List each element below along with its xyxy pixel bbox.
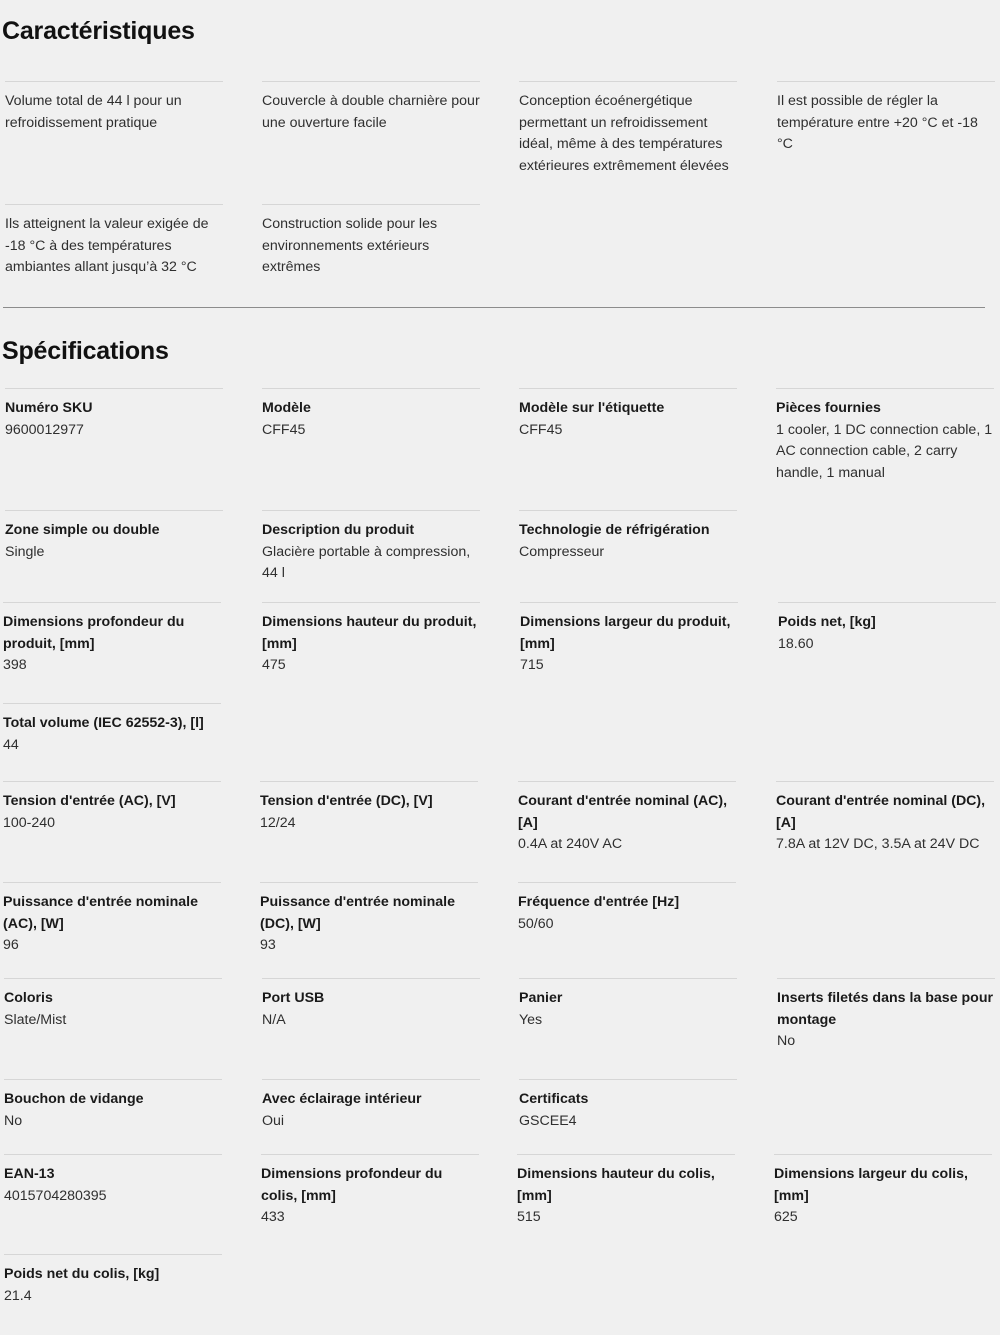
spec-value: 18.60 [778, 635, 814, 652]
spec-value: 93 [260, 937, 276, 953]
spec-value: 100-240 [3, 814, 56, 831]
spec-item [5, 510, 223, 563]
spec-item [519, 1079, 737, 1132]
spec-label: Courant d'entrée nominal (AC), [A] [518, 793, 728, 831]
spec-label: Panier [519, 990, 563, 1006]
spec-value: Single [5, 543, 45, 560]
spec-label: Dimensions largeur du colis, [mm] [774, 1166, 968, 1204]
spec-label: EAN-13 [4, 1166, 55, 1182]
spec-item [4, 1154, 222, 1207]
spec-value: 9600012977 [5, 421, 84, 438]
spec-item [518, 882, 736, 935]
spec-value: Slate/Mist [4, 1011, 67, 1028]
spec-item [519, 978, 737, 1031]
characteristic-item [5, 204, 223, 279]
spec-label: Description du produit [262, 522, 415, 538]
spec-value: Compresseur [519, 543, 605, 560]
spec-item [261, 1154, 479, 1229]
spec-value: 715 [520, 657, 544, 673]
spec-value: 50/60 [518, 915, 554, 932]
characteristic-text: Couvercle à double charnière pour une ouverture facile [262, 93, 480, 131]
spec-value: CFF45 [262, 421, 306, 438]
characteristic-text: Ils atteignent la valeur exigée de -18 °C à des températures ambiantes allant jusqu’à 32 °C [5, 216, 209, 275]
spec-label: Certificats [519, 1091, 589, 1107]
spec-label: Total volume (IEC 62552-3), [l] [3, 715, 204, 731]
spec-value: 44 [3, 736, 19, 753]
spec-item [518, 781, 736, 856]
spec-item [778, 602, 996, 655]
spec-value: Glacière portable à compression, 44 l [262, 543, 471, 581]
spec-label: Tension d'entrée (AC), [V] [3, 793, 176, 809]
spec-label: Bouchon de vidange [4, 1091, 144, 1107]
spec-item [3, 703, 221, 756]
spec-label: Technologie de réfrigération [519, 522, 710, 538]
spec-value: 96 [3, 937, 19, 953]
spec-item [262, 978, 480, 1031]
spec-label: Dimensions profondeur du colis, [mm] [261, 1166, 443, 1204]
spec-item [774, 1154, 992, 1229]
spec-value: 0.4A at 240V AC [518, 836, 623, 852]
spec-label: Dimensions hauteur du produit, [mm] [262, 614, 477, 652]
spec-label: Puissance d'entrée nominale (AC), [W] [3, 894, 198, 932]
spec-value: 4015704280395 [4, 1187, 107, 1204]
spec-item [3, 602, 221, 677]
spec-value: 1 cooler, 1 DC connection cable, 1 AC connection cable, 2 carry handle, 1 manual [776, 421, 993, 481]
spec-item [519, 510, 737, 563]
spec-item [776, 781, 994, 856]
spec-value: 433 [261, 1209, 285, 1225]
characteristic-item [519, 81, 737, 177]
spec-label: Pièces fournies [776, 400, 881, 416]
spec-value: CFF45 [519, 421, 563, 438]
spec-label: Coloris [4, 990, 53, 1006]
spec-label: Avec éclairage intérieur [262, 1091, 422, 1107]
spec-value: No [777, 1033, 796, 1049]
spec-label: Dimensions hauteur du colis, [mm] [517, 1166, 715, 1204]
spec-item [262, 602, 480, 677]
spec-value: 7.8A at 12V DC, 3.5A at 24V DC [776, 836, 980, 852]
characteristic-text: Il est possible de régler la température entre +20 °C et -18 °C [777, 93, 978, 152]
spec-item [519, 388, 737, 441]
spec-label: Dimensions profondeur du produit, [mm] [3, 614, 185, 652]
spec-item [262, 388, 480, 441]
spec-label: Tension d'entrée (DC), [V] [260, 793, 433, 809]
characteristic-item [262, 81, 480, 134]
spec-label: Numéro SKU [5, 400, 93, 416]
spec-value: Oui [262, 1112, 285, 1129]
spec-item [262, 510, 480, 585]
specifications-title: Spécifications [2, 337, 169, 365]
characteristics-title: Caractéristiques [2, 17, 195, 45]
spec-item [4, 1254, 222, 1307]
spec-label: Poids net, [kg] [778, 614, 876, 630]
spec-label: Puissance d'entrée nominale (DC), [W] [260, 894, 455, 932]
spec-item [5, 388, 223, 441]
spec-item [3, 882, 221, 957]
spec-label: Fréquence d'entrée [Hz] [518, 894, 680, 910]
section-divider [3, 307, 985, 308]
spec-value: 625 [774, 1209, 798, 1225]
spec-value: 21.4 [4, 1287, 32, 1304]
spec-label: Poids net du colis, [kg] [4, 1266, 160, 1282]
spec-item [776, 388, 994, 484]
spec-item [262, 1079, 480, 1132]
spec-value: 398 [3, 657, 27, 673]
spec-label: Inserts filetés dans la base pour montage [777, 990, 994, 1028]
spec-label: Modèle sur l'étiquette [519, 400, 665, 416]
spec-value: 475 [262, 657, 286, 673]
characteristic-text: Volume total de 44 l pour un refroidissement pratique [5, 93, 182, 131]
spec-item [4, 978, 222, 1031]
characteristic-item [777, 81, 995, 156]
spec-item [260, 882, 478, 957]
characteristic-item [262, 204, 480, 279]
characteristic-text: Construction solide pour les environnements extérieurs extrêmes [262, 216, 438, 275]
spec-label: Courant d'entrée nominal (DC), [A] [776, 793, 986, 831]
spec-item [520, 602, 738, 677]
spec-value: 12/24 [260, 814, 296, 831]
spec-label: Modèle [262, 400, 311, 416]
characteristic-text: Conception écoénergétique permettant un refroidissement idéal, même à des températures extérieures extrêmement élevées [519, 93, 729, 174]
spec-item [3, 781, 221, 834]
spec-value: GSCEE4 [519, 1112, 577, 1129]
spec-value: 515 [517, 1209, 541, 1225]
spec-item [260, 781, 478, 834]
characteristic-item [5, 81, 223, 134]
spec-value: No [4, 1112, 23, 1129]
spec-value: Yes [519, 1011, 543, 1028]
spec-item [517, 1154, 735, 1229]
spec-item [4, 1079, 222, 1132]
spec-label: Zone simple ou double [5, 522, 160, 538]
spec-item [777, 978, 995, 1053]
spec-value: N/A [262, 1011, 286, 1028]
spec-label: Dimensions largeur du produit, [mm] [520, 614, 731, 652]
spec-label: Port USB [262, 990, 325, 1006]
